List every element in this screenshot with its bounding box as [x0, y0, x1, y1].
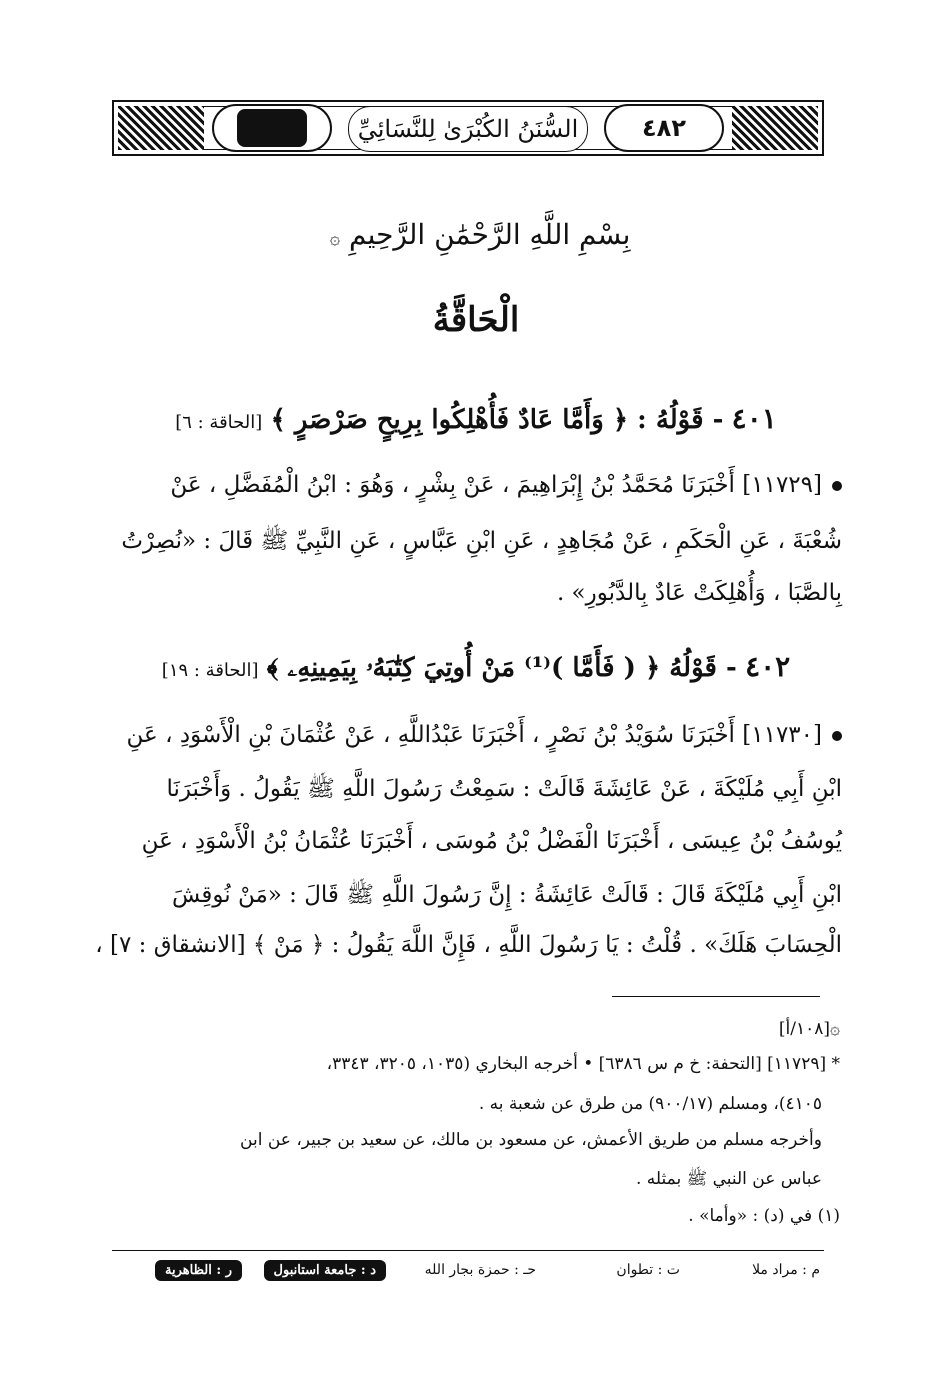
page-number: ٤٨٢ [642, 114, 686, 142]
hizb-mark-icon: ۞ [329, 228, 341, 249]
section-heading-text: - قَوْلُهُ : ﴿ وَأَمَّا عَادٌ فَأُهْلِكُوا بِرِيحٍ صَرْصَرٍ ﴾ [270, 405, 724, 435]
hadith-line-text: ابْنِ أَبِي مُلَيْكَةَ ، عَنْ عَائِشَةَ قَالَتْ : سَمِعْتُ رَسُولَ اللَّهِ ﷺ يَقُولُ . وَأَخْبَرَنَا [166, 776, 842, 802]
hadith-line [110, 880, 842, 914]
hadith-line [110, 774, 842, 808]
section-heading-text: - قَوْلُهُ ﴿ ( فَأَمَّا )⁽¹⁾ مَنْ أُوتِيَ كِتَٰبَهُۥ بِيَمِينِهِۦ ﴾ [266, 653, 737, 683]
hadith-line-text: [١١٧٢٩] أَخْبَرَنَا مُحَمَّدُ بْنُ إِبْرَاهِيمَ ، عَنْ بِشْرٍ ، وَهُوَ : ابْنُ الْمُفَضَّلِ ، عَنْ [170, 472, 822, 498]
manuscript-sigla: حـ : حمزة بجار الله [424, 1262, 536, 1278]
manuscript-sigla: ت : تطوان [616, 1262, 680, 1278]
left-ornament-icon [118, 106, 204, 150]
right-ornament-icon [732, 106, 818, 150]
hadith-line [110, 472, 842, 498]
hadith-line-text: بِالصَّبَا ، وَأُهْلِكَتْ عَادٌ بِالدَّبُورِ» . [556, 580, 842, 606]
hadith-line [110, 722, 842, 748]
hadith-line-text: [١١٧٣٠] أَخْبَرَنَا سُوَيْدُ بْنُ نَصْرٍ ، أَخْبَرَنَا عَبْدُاللَّهِ ، عَنْ عُثْمَانَ بْنِ الْأَسْوَدِ ، عَنِ [126, 722, 822, 748]
section-heading [0, 650, 952, 684]
badge-text: د : جامعة استانبول [264, 1260, 386, 1281]
manuscript-sigla-badge [264, 1262, 386, 1278]
footnote-line: * [١١٧٢٩] [التحفة: خ م س ٦٣٨٦] • أخرجه البخاري (١٠٣٥، ٣٢٠٥، ٣٣٤٣، [326, 1054, 840, 1074]
basmala [0, 218, 952, 251]
hadith-line-text: ابْنِ أَبِي مُلَيْكَةَ قَالَ : قَالَتْ عَائِشَةُ : إِنَّ رَسُولَ اللَّهِ ﷺ قَالَ : «مَنْ نُوقِشَ [172, 882, 842, 908]
page-header [112, 100, 824, 156]
bullet-icon [832, 731, 842, 741]
badge-text: ر : الظاهرية [155, 1260, 242, 1281]
footnote-divider [612, 996, 820, 997]
hadith-line [110, 828, 842, 854]
verse-reference: [الحاقة : ١٩] [161, 660, 259, 681]
section-number: ٤٠١ [731, 402, 777, 435]
seal-icon [237, 109, 307, 147]
hadith-line-text: الْحِسَابَ هَلَكَ» . قُلْتُ : يَا رَسُولَ اللَّهِ ، فَإِنَّ اللَّهَ يَقُولُ : ﴿ مَنْ ﴾ [الانشقاق : ٧] ، [95, 932, 842, 958]
book-title: السُّنَنُ الكُبْرَىٰ لِلنَّسَائِيِّ [357, 115, 579, 143]
section-number: ٤٠٢ [745, 650, 791, 683]
verse-reference: [الحاقة : ٦] [175, 412, 263, 433]
footnote-line: وأخرجه مسلم من طريق الأعمش، عن مسعود بن مالك، عن سعيد بن جبير، عن ابن [240, 1130, 822, 1150]
footnote-line: عباس عن النبي ﷺ بمثله . [635, 1169, 822, 1189]
page-number-medallion [604, 104, 724, 152]
hadith-line [110, 580, 842, 606]
surah-title: الْحَاقَّةُ [432, 300, 520, 340]
footer-divider [112, 1250, 824, 1251]
bullet-icon [832, 481, 842, 491]
hadith-line-text: شُعْبَةَ ، عَنِ الْحَكَمِ ، عَنْ مُجَاهِدٍ ، عَنِ ابْنِ عَبَّاسٍ ، عَنِ النَّبِيِّ ﷺ قَالَ : «نُصِرْتُ [121, 528, 842, 554]
footnote-line: ٤١٠٥)، ومسلم (٩٠٠/١٧) من طرق عن شعبة به . [478, 1094, 822, 1114]
hadith-line-text: يُوسُفُ بْنُ عِيسَى ، أَخْبَرَنَا الْفَضْلُ بْنُ مُوسَى ، أَخْبَرَنَا عُثْمَانُ بْنُ الْأَسْوَدِ ، عَنِ [141, 828, 842, 854]
basmala-text: بِسْمِ اللَّهِ الرَّحْمَٰنِ الرَّحِيمِ [349, 218, 631, 251]
manuscript-sigla: م : مراد ملا [752, 1262, 820, 1278]
manuscript-sigla-badge [155, 1262, 242, 1278]
book-seal [212, 104, 332, 152]
hadith-line [110, 526, 842, 560]
footnote-line: (١) في (د) : «وأما» . [688, 1206, 840, 1226]
footnote-line: ۞[١٠٨/أ] [778, 1019, 840, 1039]
hadith-line [95, 932, 842, 958]
section-heading [0, 402, 952, 435]
book-title-cartouche [348, 106, 588, 152]
